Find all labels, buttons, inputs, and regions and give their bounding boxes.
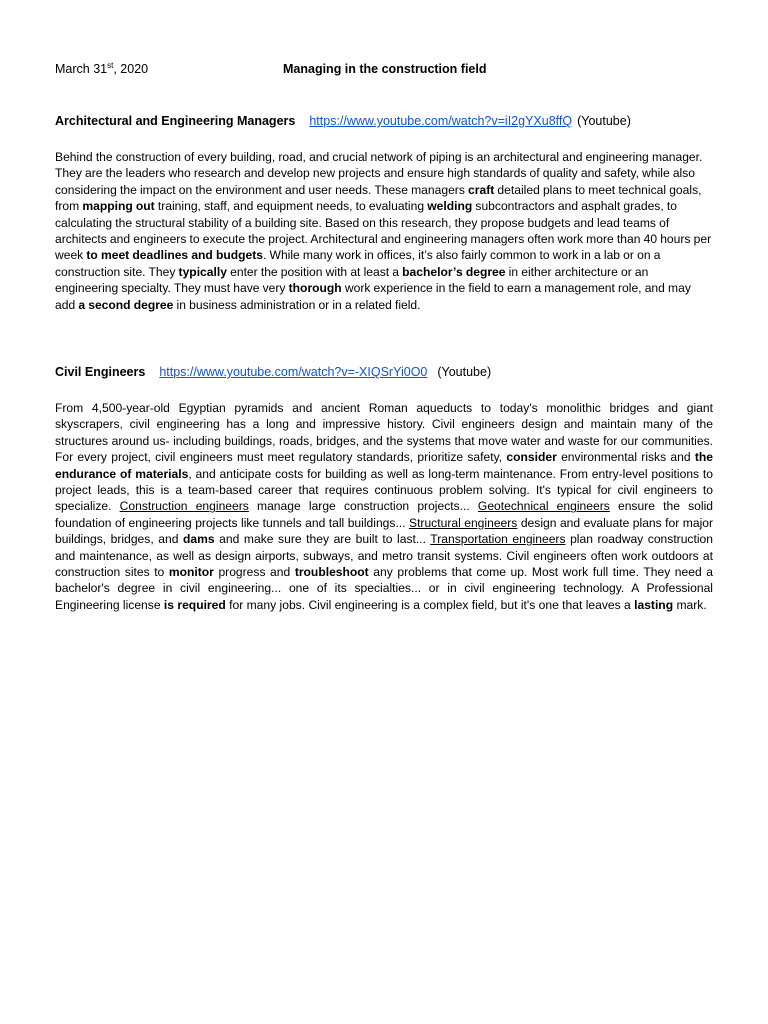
text-run: environmental risks and <box>556 450 695 465</box>
text-run: and make sure they are built to last... <box>214 532 431 547</box>
bold-text: troubleshoot <box>294 565 369 580</box>
text-run: Behind the construction of every building, road, and crucial network of piping is an architectural and engineering manager. They are the leaders who research and develop new projects and ensure high standards of quality and safety, while also considering the impact on the environment and user needs. These managers <box>55 150 703 197</box>
bold-text: the endurance of materials <box>55 450 714 481</box>
youtube-link[interactable]: https://www.youtube.com/watch?v=iI2gYXu8ffQ <box>309 114 573 128</box>
text-run: From 4,500-year-old Egyptian pyramids and ancient Roman aqueducts to today's monolithic bridges and giant skyscrapers, civil engineering has a long and impressive history. Civil engineers design and maintain many of the structures around us- including buildings, roads, bridges, and the systems that move water and waste for our communities. For every project, civil engineers must meet regulatory standards, prioritize safety, <box>55 401 713 465</box>
text-run: subcontractors and asphalt grades, to calculating the structural stability of a building site. Based on this research, they propose budgets and lead teams of architects and engineers to execute the project. Architectural and engineering managers often work more than 40 hours per week <box>55 199 712 263</box>
document-title: Managing in the construction field <box>283 62 487 76</box>
bold-text: thorough <box>288 281 342 296</box>
bold-text: typically <box>178 264 227 279</box>
youtube-link[interactable]: https://www.youtube.com/watch?v=-XIQSrYi0O0 <box>159 365 428 379</box>
text-run: enter the position with at least a <box>226 264 403 279</box>
source-label: (Youtube) <box>577 114 631 128</box>
source-label: (Youtube) <box>437 365 492 379</box>
text-run: . While many work in offices, it’s also fairly common to work in a lab or on a construction site. They <box>55 248 661 279</box>
bold-text: lasting <box>634 597 674 612</box>
section-title: Civil Engineers <box>55 365 146 379</box>
text-run: training, staff, and equipment needs, to evaluating <box>154 199 428 214</box>
text-run: plan roadway construction and maintenance, as well as design airports, subways, and metro transit systems. Civil engineers often work outdoors at construction sites to <box>55 532 713 580</box>
bold-text: a second degree <box>78 297 174 312</box>
text-run: , and anticipate costs for building as well as long-term maintenance. From entry-level positions to project leads, this is a team-based career that requires continuous problem solving. It's typical for civil engineers to specialize. <box>55 466 714 514</box>
paragraph-civil-engineers <box>55 400 713 613</box>
bold-text: bachelor’s degree <box>402 264 506 279</box>
underlined-text: Geotechnical engineers <box>477 499 610 514</box>
underlined-text: Structural engineers <box>409 515 518 530</box>
text-run: for many jobs. Civil engineering is a complex field, but it's one that leaves a <box>225 597 635 612</box>
text-run: any problems that come up. Most work full time. They need a bachelor's degree in civil engineering... one of its specialties... or in civil engineering technology. A Professional Engineering license <box>55 565 713 612</box>
section-heading-architectural-managers <box>55 113 631 129</box>
bold-text: mapping out <box>82 199 155 214</box>
text-run: mark. <box>673 597 707 612</box>
date-main: March 31 <box>55 62 108 76</box>
section-heading-civil-engineers <box>55 364 491 380</box>
section-title: Architectural and Engineering Managers <box>55 114 296 128</box>
paragraph-architectural-managers <box>55 149 713 313</box>
text-run: detailed plans to meet technical goals, from <box>55 182 702 214</box>
text-run: work experience in the field to earn a management role, and may add <box>55 281 691 312</box>
bold-text: consider <box>506 450 557 465</box>
bold-text: monitor <box>168 565 214 580</box>
bold-text: dams <box>183 532 215 547</box>
text-run: manage large construction projects... <box>248 499 478 514</box>
text-run: in either architecture or an engineering specialty. They must have very <box>55 264 649 296</box>
date-year: , 2020 <box>113 62 149 76</box>
text-run: ensure the solid foundation of engineering projects like tunnels and tall buildings... <box>55 499 713 530</box>
document-date <box>55 61 148 77</box>
text-run: design and evaluate plans for major buildings, bridges, and <box>55 515 714 547</box>
underlined-text: Construction engineers <box>119 499 249 514</box>
text-run: in business administration or in a related field. <box>173 297 421 312</box>
date-suffix: st <box>107 61 114 70</box>
bold-text: welding <box>427 199 473 214</box>
bold-text: to meet deadlines and budgets <box>86 248 264 263</box>
text-run: progress and <box>213 565 295 580</box>
underlined-text: Transportation engineers <box>430 532 566 547</box>
bold-text: craft <box>468 182 495 197</box>
bold-text: is required <box>163 597 226 612</box>
